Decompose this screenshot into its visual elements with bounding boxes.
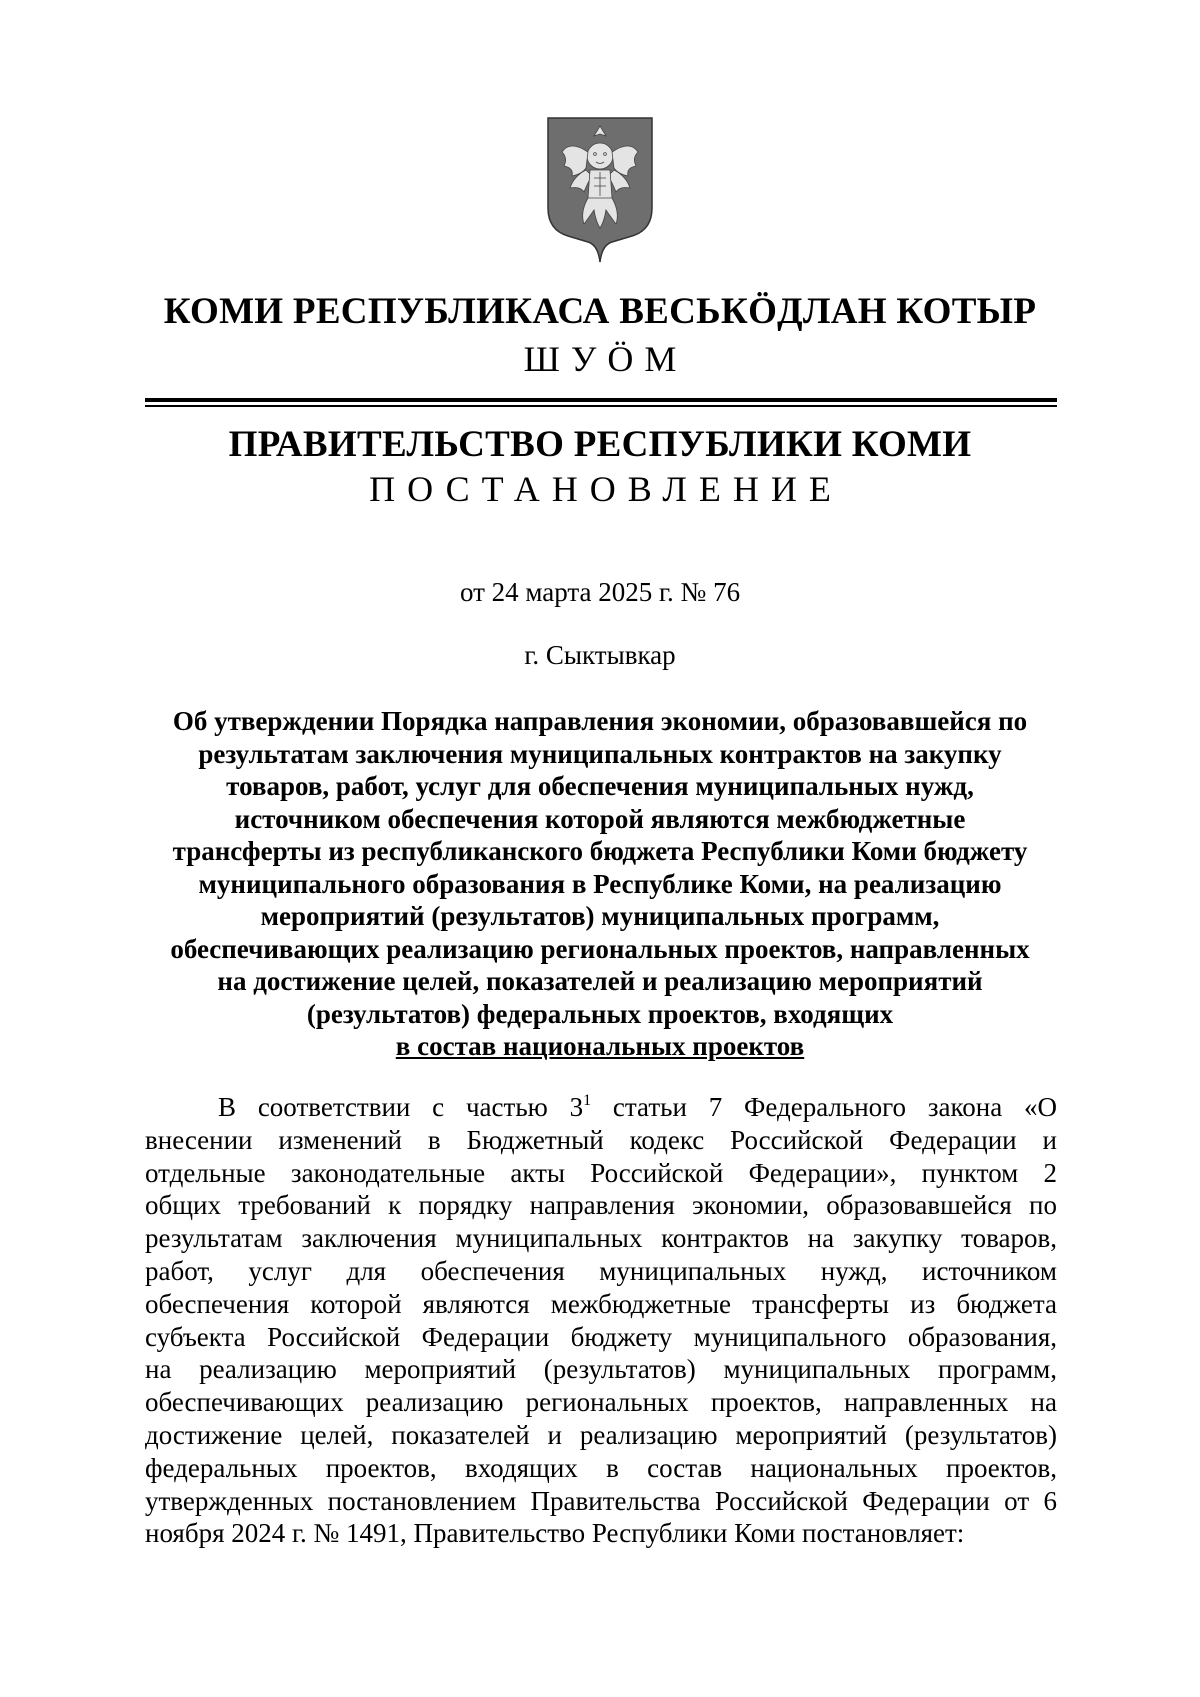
body-line: обеспечивающих реализацию региональных проектов, направленных на [145, 1387, 1057, 1418]
body-line: утвержденных постановлением Правительства Российской Федерации от 6 [145, 1485, 1057, 1516]
body-line: отдельные законодательные акты Российской Федерации», пунктом 2 [145, 1157, 1057, 1188]
title-line: товаров, работ, услуг для обеспечения муниципальных нужд, [226, 771, 974, 801]
body-line: обеспечения которой являются межбюджетные трансферты из бюджета [145, 1288, 1057, 1319]
body-line: на реализацию мероприятий (результатов) муниципальных программ, [145, 1354, 1057, 1385]
komi-government-title: КОМИ РЕСПУБЛИКАСА ВЕСЬКӦДЛАН КОТЫР [163, 291, 1037, 332]
title-line-underlined [130, 1030, 1070, 1063]
body-line: работ, услуг для обеспечения муниципальных нужд, источником [145, 1255, 1057, 1286]
title-line: источником обеспечения которой являются межбюджетные [234, 803, 966, 834]
resolution-title [130, 705, 1070, 1063]
title-line: обеспечивающих реализацию региональных проектов, направленных [170, 933, 1030, 964]
document-date-number: от 24 марта 2025 г. № 76 [459, 577, 741, 607]
komi-coat-of-arms-icon [540, 112, 660, 264]
title-line: трансферты из республиканского бюджета Республики Коми бюджету [172, 836, 1028, 866]
government-title: ПРАВИТЕЛЬСТВО РЕСПУБЛИКИ КОМИ [228, 424, 972, 465]
title-line: Об утверждении Порядка направления экономии, образовавшейся по [172, 706, 1028, 736]
header-divider-thin [145, 405, 1057, 407]
title-line: результатам заключения муниципальных контрактов на закупку [198, 738, 1002, 769]
title-line: муниципального образования в Республике Коми, на реализацию [198, 868, 1002, 899]
body-text-before-sup: В соответствии с частью 3 [218, 1092, 584, 1122]
document-city: г. Сыктывкар [524, 640, 676, 670]
body-line-first [145, 1091, 1057, 1124]
document-type: ПОСТАНОВЛЕНИЕ [369, 469, 843, 509]
body-line: федеральных проектов, входящих в состав национальных проектов, [145, 1452, 1057, 1483]
superscript-index: 1 [583, 1092, 592, 1109]
body-line-last: ноября 2024 г. № 1491, Правительство Республики Коми постановляет: [145, 1518, 965, 1549]
title-line: (результатов) федеральных проектов, входящих [306, 998, 894, 1029]
body-line: общих требований к порядку направления экономии, образовавшейся по [145, 1190, 1057, 1221]
body-line: субъекта Российской Федерации бюджету муниципального образования, [145, 1321, 1057, 1352]
komi-document-type: ШУӦМ [523, 339, 688, 379]
body-line: результатам заключения муниципальных контрактов на закупку товаров, [145, 1223, 1057, 1254]
header-divider-thick [145, 398, 1057, 402]
title-line: на достижение целей, показателей и реализацию мероприятий [217, 966, 983, 996]
title-underlined-text: в состав национальных проектов [395, 1031, 805, 1061]
title-line: мероприятий (результатов) муниципальных программ, [260, 901, 940, 931]
body-text-after-sup: статьи 7 Федерального закона «О [591, 1092, 1057, 1122]
body-line: внесении изменений в Бюджетный кодекс Российской Федерации и [145, 1124, 1057, 1155]
preamble-paragraph [145, 1091, 1057, 1550]
body-line: достижение целей, показателей и реализацию мероприятий (результатов) [145, 1419, 1057, 1450]
